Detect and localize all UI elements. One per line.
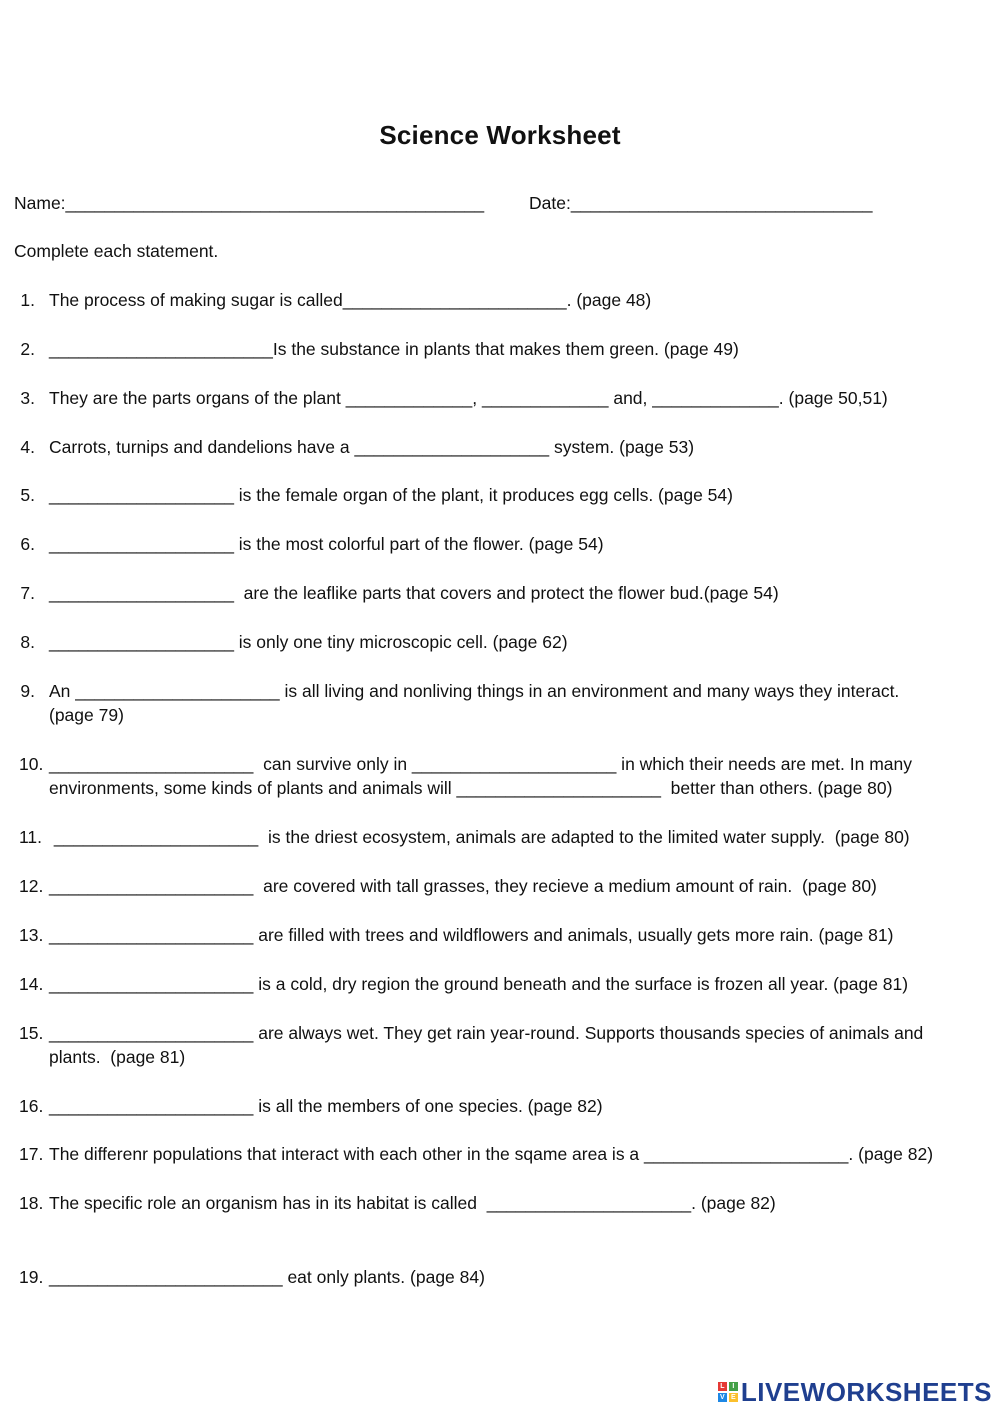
question-text[interactable]: ___________________ is only one tiny microscopic cell. (page 62): [49, 632, 568, 652]
question-text[interactable]: ___________________ is the most colorful part of the flower. (page 54): [49, 534, 604, 554]
question-number: 15.: [19, 1023, 44, 1043]
question-number: 3.: [20, 388, 35, 408]
question-text[interactable]: The differenr populations that interact with each other in the sqame area is a _____________________. (page 82): [49, 1144, 934, 1164]
question-text[interactable]: _______________________Is the substance in plants that makes them green. (page 49): [49, 339, 739, 359]
question-number: 14.: [19, 974, 44, 994]
question-number: 5.: [20, 485, 35, 505]
question-text[interactable]: The process of making sugar is called_______________________. (page 48): [49, 290, 652, 310]
question-number: 10.: [19, 754, 44, 774]
question-text[interactable]: _____________________ is the driest ecosystem, animals are adapted to the limited water supply. (page 80): [49, 827, 910, 847]
name-field[interactable]: Name:___________________________________________: [14, 193, 485, 213]
question-number: 6.: [20, 534, 35, 554]
question-text[interactable]: _____________________ is all the members of one species. (page 82): [49, 1096, 603, 1116]
date-field[interactable]: Date:_______________________________: [529, 193, 873, 213]
question-text[interactable]: ___________________ are the leaflike parts that covers and protect the flower bud.(page 54): [49, 583, 779, 603]
question-text[interactable]: _____________________ can survive only in _____________________ in which their needs are met. In many: [49, 754, 913, 774]
question-text[interactable]: _____________________ are covered with tall grasses, they recieve a medium amount of rain. (page 80): [49, 876, 877, 896]
logo-text: LIVEWORKSHEETS: [740, 1376, 992, 1407]
question-text[interactable]: Carrots, turnips and dandelions have a ____________________ system. (page 53): [49, 437, 695, 457]
logo-mark-letter: I: [729, 1382, 738, 1391]
question-number: 4.: [20, 437, 35, 457]
question-text[interactable]: They are the parts organs of the plant _____________, _____________ and, _____________. (page 50,51): [49, 388, 888, 408]
question-text[interactable]: _____________________ are filled with trees and wildflowers and animals, usually gets more rain. (page 81): [49, 925, 894, 945]
liveworksheets-logo[interactable]: [718, 1377, 992, 1407]
question-text-continued: (page 79): [49, 705, 124, 725]
question-number: 16.: [19, 1096, 44, 1116]
question-number: 1.: [20, 290, 35, 310]
question-text[interactable]: An _____________________ is all living and nonliving things in an environment and many ways they interact.: [49, 681, 900, 701]
question-number: 19.: [19, 1267, 44, 1287]
question-text-continued: plants. (page 81): [49, 1047, 186, 1067]
question-text[interactable]: ___________________ is the female organ of the plant, it produces egg cells. (page 54): [49, 485, 733, 505]
instructions: Complete each statement.: [14, 241, 219, 261]
question-number: 8.: [20, 632, 35, 652]
question-number: 17.: [19, 1144, 44, 1164]
question-number: 9.: [20, 681, 35, 701]
logo-mark-icon: [718, 1382, 738, 1402]
question-text[interactable]: The specific role an organism has in its habitat is called _____________________. (page 82): [49, 1193, 776, 1213]
question-text-continued[interactable]: environments, some kinds of plants and animals will _____________________ better than others. (page 80): [49, 778, 893, 798]
question-number: 7.: [20, 583, 35, 603]
worksheet-title: Science Worksheet: [379, 120, 621, 150]
question-text[interactable]: _____________________ is a cold, dry region the ground beneath and the surface is frozen all year. (page 81): [49, 974, 909, 994]
question-text[interactable]: ________________________ eat only plants. (page 84): [49, 1267, 485, 1287]
logo-mark-letter: V: [718, 1393, 727, 1402]
question-number: 11.: [19, 827, 43, 847]
question-text[interactable]: _____________________ are always wet. They get rain year-round. Supports thousands species of animals and: [49, 1023, 924, 1043]
logo-mark-letter: L: [718, 1382, 727, 1391]
question-number: 2.: [20, 339, 35, 359]
question-number: 12.: [19, 876, 44, 896]
question-number: 13.: [19, 925, 44, 945]
logo-mark-letter: E: [729, 1393, 738, 1402]
question-number: 18.: [19, 1193, 44, 1213]
